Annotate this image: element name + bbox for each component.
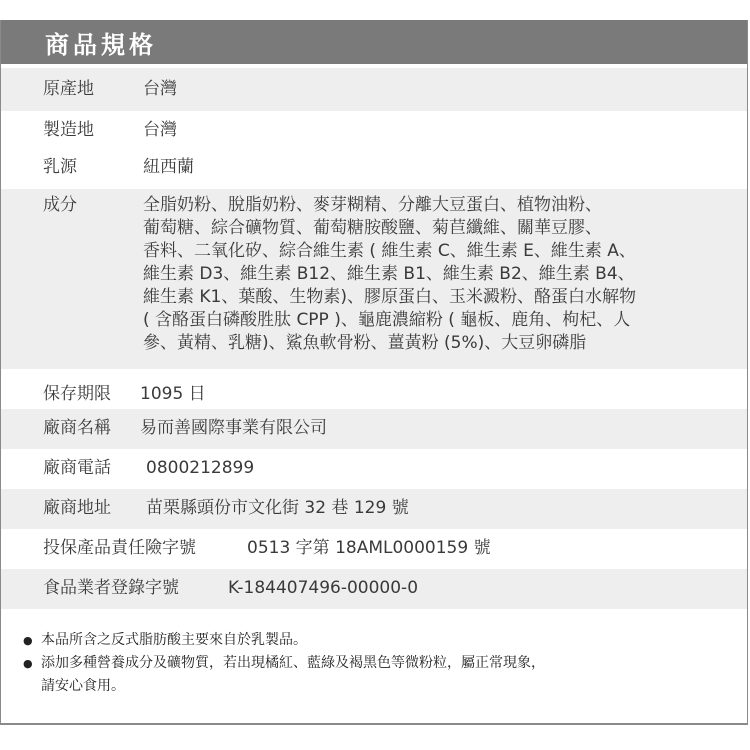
spec-label: 原產地 (43, 79, 94, 99)
section-title-text: 商品規格 (45, 30, 157, 59)
note-text-continued: 請安心食用。 (41, 678, 125, 694)
spec-value: 紐西蘭 (143, 157, 194, 177)
spec-value: 苗栗縣頭份市文化街 32 巷 129 號 (146, 498, 409, 518)
spec-value: 0800212899 (146, 458, 255, 478)
ingredients-line: 維生素 K1、葉酸、生物素)、膠原蛋白、玉米澱粉、酪蛋白水解物 (143, 287, 636, 307)
spec-label: 製造地 (43, 120, 94, 140)
spec-label: 廠商名稱 (43, 418, 111, 438)
spec-row-company-name (1, 409, 747, 449)
ingredients-line: 參、黃精、乳糖)、鯊魚軟骨粉、薑黃粉 (5%)、大豆卵磷脂 (143, 333, 587, 353)
note-item (23, 652, 747, 675)
spec-label: 乳源 (43, 157, 77, 177)
spec-label: 廠商地址 (43, 498, 111, 518)
bullet-icon: ● (23, 634, 33, 647)
spec-row-manufacture (1, 111, 747, 150)
spec-sheet (0, 20, 748, 725)
bullet-icon: ● (23, 657, 33, 670)
ingredients-text (143, 194, 747, 355)
ingredients-line: 香料、二氧化矽、綜合維生素 ( 維生素 C、維生素 E、維生素 A、 (143, 241, 636, 261)
spec-row-food-registration (1, 569, 747, 609)
spec-row-insurance-no (1, 529, 747, 569)
ingredients-line: 葡萄糖、綜合礦物質、葡萄糖胺酸鹽、菊苣纖維、關華豆膠、 (143, 218, 602, 238)
spec-row-company-address (1, 489, 747, 529)
spec-row-milk-source (1, 150, 747, 189)
spec-value: 0513 字第 18AML0000159 號 (247, 538, 491, 558)
spec-value: 易而善國際事業有限公司 (140, 418, 327, 438)
spec-label: 保存期限 (43, 384, 111, 404)
note-text: 添加多種營養成分及礦物質，若出現橘紅、藍綠及褐黑色等微粉粒，屬正常現象， (41, 655, 545, 671)
spec-value: 1095 日 (140, 384, 206, 404)
spec-value: K-184407496-00000-0 (228, 578, 419, 598)
spec-value: 台灣 (143, 79, 177, 99)
notes-list (1, 609, 747, 698)
spec-label: 成分 (43, 195, 77, 215)
section-title (1, 20, 747, 64)
spec-value: 台灣 (143, 120, 177, 140)
spec-row-company-phone (1, 449, 747, 489)
spec-label: 投保產品責任險字號 (43, 538, 196, 558)
note-item (23, 629, 747, 652)
ingredients-line: 維生素 D3、維生素 B12、維生素 B1、維生素 B2、維生素 B4、 (143, 264, 635, 284)
ingredients-line: 全脂奶粉、脫脂奶粉、麥芽糊精、分離大豆蛋白、植物油粉、 (143, 195, 602, 215)
spec-row-shelf-life (1, 369, 747, 409)
note-text: 本品所含之反式脂肪酸主要來自於乳製品。 (41, 632, 307, 648)
spec-label: 食品業者登錄字號 (43, 578, 179, 598)
spec-label: 廠商電話 (43, 458, 111, 478)
spec-table (1, 68, 747, 609)
spec-row-origin (1, 68, 747, 111)
spec-row-ingredients (1, 189, 747, 369)
ingredients-line: ( 含酪蛋白磷酸胜肽 CPP )、龜鹿濃縮粉 ( 龜板、鹿角、枸杞、人 (143, 310, 631, 330)
